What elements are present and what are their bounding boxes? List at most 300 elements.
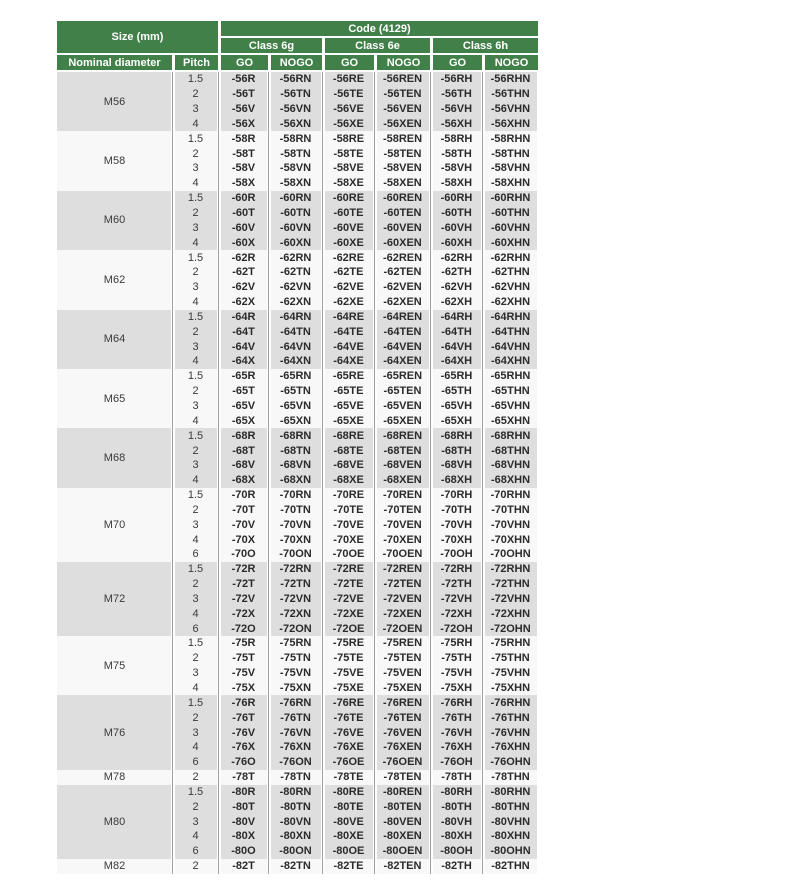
- code-cell: -80VE: [322, 814, 374, 829]
- code-cell: -58RE: [322, 131, 374, 146]
- diameter-cell: M65: [57, 369, 172, 428]
- code-cell: -80RHN: [482, 785, 538, 800]
- code-cell: -64REN: [374, 310, 430, 325]
- code-cell: -62V: [218, 280, 268, 295]
- pitch-cell: 3: [172, 725, 218, 740]
- code-cell: -60XE: [322, 235, 374, 250]
- code-cell: -65XE: [322, 413, 374, 428]
- code-cell: -68VH: [430, 458, 482, 473]
- pitch-cell: 3: [172, 280, 218, 295]
- code-cell: -56RN: [268, 72, 322, 87]
- code-cell: -62RN: [268, 250, 322, 265]
- code-cell: -68THN: [482, 443, 538, 458]
- diameter-cell: M80: [57, 785, 172, 859]
- code-cell: -76OEN: [374, 755, 430, 770]
- code-cell: -76V: [218, 725, 268, 740]
- pitch-cell: 4: [172, 235, 218, 250]
- code-cell: -58RHN: [482, 131, 538, 146]
- diameter-cell: M58: [57, 131, 172, 190]
- code-cell: -70TN: [268, 502, 322, 517]
- code-cell: -75RH: [430, 636, 482, 651]
- code-cell: -60REN: [374, 191, 430, 206]
- table-row: [57, 488, 538, 503]
- pitch-cell: 1.5: [172, 488, 218, 503]
- diameter-cell: M76: [57, 695, 172, 769]
- table-row: [57, 770, 538, 785]
- code-cell: -76OE: [322, 755, 374, 770]
- code-cell: -60XEN: [374, 235, 430, 250]
- code-cell: -62XEN: [374, 295, 430, 310]
- code-cell: -64XH: [430, 354, 482, 369]
- pitch-cell: 2: [172, 324, 218, 339]
- code-cell: -60T: [218, 206, 268, 221]
- code-cell: -75VN: [268, 666, 322, 681]
- code-cell: -70XH: [430, 532, 482, 547]
- pitch-cell: 4: [172, 354, 218, 369]
- code-cell: -68TEN: [374, 443, 430, 458]
- diameter-cell: M75: [57, 636, 172, 695]
- pitch-cell: 1.5: [172, 72, 218, 87]
- code-cell: -72XN: [268, 606, 322, 621]
- code-cell: -80REN: [374, 785, 430, 800]
- code-cell: -65TE: [322, 384, 374, 399]
- code-cell: -82THN: [482, 859, 538, 874]
- code-cell: -60THN: [482, 206, 538, 221]
- pitch-cell: 4: [172, 473, 218, 488]
- diameter-cell: M56: [57, 72, 172, 131]
- code-cell: -82T: [218, 859, 268, 874]
- code-cell: -72V: [218, 592, 268, 607]
- code-cell: -68TE: [322, 443, 374, 458]
- go-6g-column-header: GO: [218, 55, 268, 72]
- table-row: [57, 191, 538, 206]
- code-cell: -64X: [218, 354, 268, 369]
- pitch-cell: 1.5: [172, 310, 218, 325]
- pitch-cell: 3: [172, 458, 218, 473]
- header-row-groups: [57, 21, 538, 38]
- code-cell: -80X: [218, 829, 268, 844]
- pitch-cell: 1.5: [172, 369, 218, 384]
- code-cell: -72TN: [268, 577, 322, 592]
- code-cell: -80TH: [430, 799, 482, 814]
- code-cell: -70OE: [322, 547, 374, 562]
- code-cell: -70VE: [322, 517, 374, 532]
- code-cell: -56RHN: [482, 72, 538, 87]
- code-cell: -64V: [218, 339, 268, 354]
- code-cell: -72O: [218, 621, 268, 636]
- code-cell: -76XE: [322, 740, 374, 755]
- pitch-cell: 4: [172, 606, 218, 621]
- pitch-cell: 4: [172, 176, 218, 191]
- pitch-cell: 2: [172, 710, 218, 725]
- pitch-cell: 1.5: [172, 695, 218, 710]
- code-cell: -65RH: [430, 369, 482, 384]
- code-cell: -80OE: [322, 844, 374, 859]
- code-cell: -65THN: [482, 384, 538, 399]
- pitch-cell: 4: [172, 740, 218, 755]
- code-cell: -76VN: [268, 725, 322, 740]
- code-cell: -65XEN: [374, 413, 430, 428]
- code-cell: -80XHN: [482, 829, 538, 844]
- code-cell: -72T: [218, 577, 268, 592]
- code-cell: -75TEN: [374, 651, 430, 666]
- pitch-cell: 1.5: [172, 562, 218, 577]
- code-cell: -60TEN: [374, 206, 430, 221]
- code-cell: -76VHN: [482, 725, 538, 740]
- code-cell: -75THN: [482, 651, 538, 666]
- table-row: [57, 250, 538, 265]
- code-cell: -58XHN: [482, 176, 538, 191]
- code-cell: -76RE: [322, 695, 374, 710]
- code-cell: -58XE: [322, 176, 374, 191]
- code-cell: -70TEN: [374, 502, 430, 517]
- pitch-cell: 4: [172, 829, 218, 844]
- code-cell: -62RH: [430, 250, 482, 265]
- code-cell: -76VE: [322, 725, 374, 740]
- diameter-cell: M60: [57, 191, 172, 250]
- code-cell: -64VEN: [374, 339, 430, 354]
- code-cell: -82TN: [268, 859, 322, 874]
- code-cell: -58VEN: [374, 161, 430, 176]
- thread-gauge-code-table: [57, 21, 538, 874]
- code-cell: -75RE: [322, 636, 374, 651]
- code-cell: -60V: [218, 220, 268, 235]
- code-cell: -56VEN: [374, 102, 430, 117]
- code-cell: -72XEN: [374, 606, 430, 621]
- code-cell: -58V: [218, 161, 268, 176]
- code-cell: -76XEN: [374, 740, 430, 755]
- code-cell: -62RE: [322, 250, 374, 265]
- pitch-cell: 4: [172, 413, 218, 428]
- code-cell: -70RN: [268, 488, 322, 503]
- code-cell: -65VH: [430, 399, 482, 414]
- code-cell: -72VHN: [482, 592, 538, 607]
- pitch-cell: 2: [172, 577, 218, 592]
- code-cell: -58THN: [482, 146, 538, 161]
- code-cell: -64TE: [322, 324, 374, 339]
- code-cell: -62R: [218, 250, 268, 265]
- code-cell: -68RE: [322, 428, 374, 443]
- code-cell: -80VH: [430, 814, 482, 829]
- pitch-cell: 3: [172, 814, 218, 829]
- table-row: [57, 859, 538, 874]
- code-cell: -75XHN: [482, 681, 538, 696]
- code-cell: -80TEN: [374, 799, 430, 814]
- code-cell: -56XE: [322, 117, 374, 132]
- code-cell: -76OHN: [482, 755, 538, 770]
- code-cell: -64RHN: [482, 310, 538, 325]
- code-cell: -76XHN: [482, 740, 538, 755]
- table-row: [57, 131, 538, 146]
- code-cell: -65R: [218, 369, 268, 384]
- pitch-cell: 3: [172, 666, 218, 681]
- code-cell: -65REN: [374, 369, 430, 384]
- code-cell: -58RN: [268, 131, 322, 146]
- code-cell: -62TN: [268, 265, 322, 280]
- nogo-6h-column-header: NOGO: [482, 55, 538, 72]
- page-content: [57, 21, 538, 874]
- code-cell: -64TEN: [374, 324, 430, 339]
- pitch-cell: 3: [172, 592, 218, 607]
- code-cell: -56XH: [430, 117, 482, 132]
- code-cell: -68XN: [268, 473, 322, 488]
- code-cell: -56XEN: [374, 117, 430, 132]
- code-cell: -72REN: [374, 562, 430, 577]
- code-cell: -62X: [218, 295, 268, 310]
- code-cell: -62XE: [322, 295, 374, 310]
- code-cell: -75R: [218, 636, 268, 651]
- code-cell: -75VE: [322, 666, 374, 681]
- code-cell: -58T: [218, 146, 268, 161]
- code-cell: -70THN: [482, 502, 538, 517]
- code-cell: -56TE: [322, 87, 374, 102]
- pitch-cell: 4: [172, 295, 218, 310]
- pitch-cell: 3: [172, 339, 218, 354]
- pitch-cell: 6: [172, 621, 218, 636]
- code-cell: -64TN: [268, 324, 322, 339]
- pitch-cell: 2: [172, 206, 218, 221]
- code-cell: -65VEN: [374, 399, 430, 414]
- code-cell: -65TEN: [374, 384, 430, 399]
- code-cell: -75VH: [430, 666, 482, 681]
- code-cell: -76RHN: [482, 695, 538, 710]
- code-cell: -80THN: [482, 799, 538, 814]
- code-cell: -62XHN: [482, 295, 538, 310]
- code-cell: -80ON: [268, 844, 322, 859]
- code-cell: -56X: [218, 117, 268, 132]
- code-cell: -68XHN: [482, 473, 538, 488]
- diameter-cell: M70: [57, 488, 172, 562]
- code-cell: -56VH: [430, 102, 482, 117]
- code-cell: -62TH: [430, 265, 482, 280]
- table-row: [57, 785, 538, 800]
- code-cell: -65TN: [268, 384, 322, 399]
- code-cell: -72RHN: [482, 562, 538, 577]
- code-cell: -64XE: [322, 354, 374, 369]
- code-cell: -60VEN: [374, 220, 430, 235]
- code-cell: -64XN: [268, 354, 322, 369]
- code-cell: -60VH: [430, 220, 482, 235]
- code-cell: -65RHN: [482, 369, 538, 384]
- code-cell: -56R: [218, 72, 268, 87]
- code-cell: -70OH: [430, 547, 482, 562]
- code-cell: -56RE: [322, 72, 374, 87]
- code-cell: -80TE: [322, 799, 374, 814]
- code-cell: -60VN: [268, 220, 322, 235]
- pitch-cell: 2: [172, 651, 218, 666]
- code-cell: -62XH: [430, 295, 482, 310]
- code-cell: -65TH: [430, 384, 482, 399]
- pitch-cell: 1.5: [172, 191, 218, 206]
- code-cell: -65RN: [268, 369, 322, 384]
- code-cell: -64T: [218, 324, 268, 339]
- go-6e-column-header: GO: [322, 55, 374, 72]
- code-cell: -70VHN: [482, 517, 538, 532]
- table-row: [57, 695, 538, 710]
- code-cell: -68VE: [322, 458, 374, 473]
- code-cell: -75XH: [430, 681, 482, 696]
- code-cell: -65X: [218, 413, 268, 428]
- code-cell: -80V: [218, 814, 268, 829]
- code-cell: -72TEN: [374, 577, 430, 592]
- code-cell: -75V: [218, 666, 268, 681]
- code-cell: -58TN: [268, 146, 322, 161]
- code-cell: -75RHN: [482, 636, 538, 651]
- code-cell: -58TEN: [374, 146, 430, 161]
- code-cell: -60TH: [430, 206, 482, 221]
- pitch-cell: 2: [172, 443, 218, 458]
- code-cell: -72VEN: [374, 592, 430, 607]
- code-cell: -64THN: [482, 324, 538, 339]
- header-row-columns: [57, 55, 538, 72]
- code-cell: -70T: [218, 502, 268, 517]
- code-cell: -70O: [218, 547, 268, 562]
- code-cell: -68RH: [430, 428, 482, 443]
- code-cell: -80TN: [268, 799, 322, 814]
- code-cell: -75RN: [268, 636, 322, 651]
- code-cell: -76TE: [322, 710, 374, 725]
- code-cell: -78TE: [322, 770, 374, 785]
- code-cell: -62VN: [268, 280, 322, 295]
- code-cell: -64TH: [430, 324, 482, 339]
- code-cell: -65XH: [430, 413, 482, 428]
- code-cell: -64VHN: [482, 339, 538, 354]
- code-cell: -78TN: [268, 770, 322, 785]
- code-cell: -65XHN: [482, 413, 538, 428]
- code-cell: -80T: [218, 799, 268, 814]
- code-cell: -75REN: [374, 636, 430, 651]
- code-cell: -68REN: [374, 428, 430, 443]
- code-cell: -58VE: [322, 161, 374, 176]
- code-cell: -72RH: [430, 562, 482, 577]
- pitch-cell: 6: [172, 755, 218, 770]
- code-cell: -70OEN: [374, 547, 430, 562]
- code-cell: -65XN: [268, 413, 322, 428]
- code-cell: -72XH: [430, 606, 482, 621]
- code-cell: -70V: [218, 517, 268, 532]
- size-group-header: Size (mm): [57, 21, 218, 55]
- code-cell: -65VHN: [482, 399, 538, 414]
- code-cell: -72VN: [268, 592, 322, 607]
- code-cell: -58RH: [430, 131, 482, 146]
- code-cell: -68VHN: [482, 458, 538, 473]
- class-6e-header: Class 6e: [322, 38, 430, 55]
- table-header: [57, 21, 538, 72]
- code-cell: -80VEN: [374, 814, 430, 829]
- table-row: [57, 562, 538, 577]
- code-cell: -80OEN: [374, 844, 430, 859]
- code-cell: -80VHN: [482, 814, 538, 829]
- code-cell: -68XH: [430, 473, 482, 488]
- code-cell: -70R: [218, 488, 268, 503]
- pitch-cell: 2: [172, 859, 218, 874]
- code-cell: -70VH: [430, 517, 482, 532]
- pitch-cell: 3: [172, 517, 218, 532]
- code-cell: -68XEN: [374, 473, 430, 488]
- code-cell: -72THN: [482, 577, 538, 592]
- pitch-cell: 1.5: [172, 428, 218, 443]
- code-cell: -62VHN: [482, 280, 538, 295]
- pitch-cell: 6: [172, 844, 218, 859]
- nogo-6g-column-header: NOGO: [268, 55, 322, 72]
- code-cell: -64VE: [322, 339, 374, 354]
- code-cell: -56THN: [482, 87, 538, 102]
- code-cell: -72VE: [322, 592, 374, 607]
- diameter-cell: M62: [57, 250, 172, 309]
- code-cell: -78T: [218, 770, 268, 785]
- table-row: [57, 428, 538, 443]
- code-cell: -68VEN: [374, 458, 430, 473]
- code-cell: -58X: [218, 176, 268, 191]
- code-cell: -72RN: [268, 562, 322, 577]
- pitch-cell: 2: [172, 770, 218, 785]
- pitch-cell: 2: [172, 265, 218, 280]
- code-cell: -76OH: [430, 755, 482, 770]
- code-cell: -60XHN: [482, 235, 538, 250]
- code-cell: -58VN: [268, 161, 322, 176]
- code-cell: -70REN: [374, 488, 430, 503]
- code-cell: -72RE: [322, 562, 374, 577]
- code-cell: -72R: [218, 562, 268, 577]
- code-cell: -80RN: [268, 785, 322, 800]
- code-cell: -64RN: [268, 310, 322, 325]
- code-cell: -62TEN: [374, 265, 430, 280]
- table-row: [57, 72, 538, 87]
- code-cell: -75TE: [322, 651, 374, 666]
- code-cell: -62VEN: [374, 280, 430, 295]
- code-cell: -72OH: [430, 621, 482, 636]
- code-cell: -76XN: [268, 740, 322, 755]
- code-cell: -70RH: [430, 488, 482, 503]
- code-cell: -76R: [218, 695, 268, 710]
- pitch-cell: 2: [172, 384, 218, 399]
- code-cell: -72X: [218, 606, 268, 621]
- code-cell: -70TE: [322, 502, 374, 517]
- code-cell: -75TN: [268, 651, 322, 666]
- code-cell: -78TH: [430, 770, 482, 785]
- code-cell: -72TE: [322, 577, 374, 592]
- code-cell: -75VHN: [482, 666, 538, 681]
- pitch-cell: 2: [172, 502, 218, 517]
- code-cell: -76RH: [430, 695, 482, 710]
- code-cell: -56XHN: [482, 117, 538, 132]
- code-cell: -78TEN: [374, 770, 430, 785]
- code-cell: -70ON: [268, 547, 322, 562]
- code-cell: -76TH: [430, 710, 482, 725]
- code-cell: -72ON: [268, 621, 322, 636]
- code-cell: -56T: [218, 87, 268, 102]
- code-cell: -75XE: [322, 681, 374, 696]
- pitch-cell: 1.5: [172, 636, 218, 651]
- code-cell: -72VH: [430, 592, 482, 607]
- code-cell: -56V: [218, 102, 268, 117]
- code-cell: -70X: [218, 532, 268, 547]
- pitch-cell: 4: [172, 532, 218, 547]
- code-cell: -64VH: [430, 339, 482, 354]
- code-cell: -72TH: [430, 577, 482, 592]
- code-cell: -68TH: [430, 443, 482, 458]
- code-cell: -64XEN: [374, 354, 430, 369]
- code-cell: -72OEN: [374, 621, 430, 636]
- table-body: [57, 72, 538, 874]
- code-cell: -70RHN: [482, 488, 538, 503]
- diameter-cell: M68: [57, 428, 172, 487]
- diameter-cell: M72: [57, 562, 172, 636]
- pitch-cell: 4: [172, 117, 218, 132]
- code-cell: -70XE: [322, 532, 374, 547]
- code-cell: -60RH: [430, 191, 482, 206]
- diameter-cell: M64: [57, 310, 172, 369]
